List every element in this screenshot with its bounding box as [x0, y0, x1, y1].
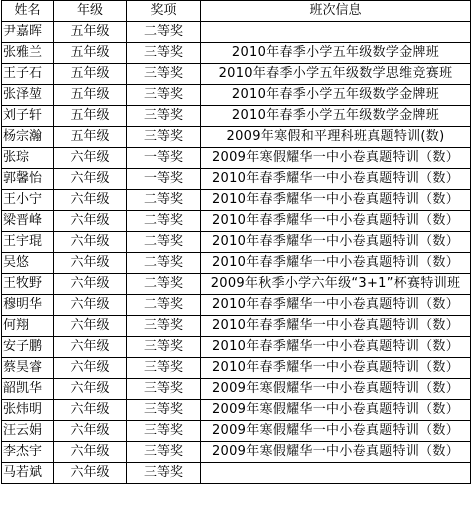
header-name: 姓名: [2, 1, 54, 22]
cell-class-info: 2010年春季耀华一中小卷真题特训（数）: [201, 190, 471, 211]
cell-class-info: 2010年春季耀华一中小卷真题特训（数）: [201, 295, 471, 316]
cell-class-info: 2009年寒假耀华一中小卷真题特训（数）: [201, 442, 471, 463]
cell-grade: 六年级: [54, 421, 127, 442]
cell-award: 三等奖: [127, 85, 201, 106]
cell-award: 二等奖: [127, 232, 201, 253]
cell-award: 二等奖: [127, 253, 201, 274]
cell-grade: 六年级: [54, 274, 127, 295]
cell-award: 二等奖: [127, 190, 201, 211]
cell-name: 何翔: [2, 316, 54, 337]
cell-award: 三等奖: [127, 358, 201, 379]
table-row: [2, 169, 471, 190]
cell-award: 三等奖: [127, 64, 201, 85]
cell-grade: 六年级: [54, 169, 127, 190]
cell-award: 二等奖: [127, 211, 201, 232]
table-row: [2, 85, 471, 106]
table-row: [2, 274, 471, 295]
cell-grade: 六年级: [54, 190, 127, 211]
cell-class-info: 2010年春季小学五年级数学金牌班: [201, 85, 471, 106]
table-row: [2, 22, 471, 43]
cell-grade: 六年级: [54, 337, 127, 358]
cell-name: 张泽堃: [2, 85, 54, 106]
cell-name: 刘子轩: [2, 106, 54, 127]
cell-name: 吴悠: [2, 253, 54, 274]
cell-name: 韶凯华: [2, 379, 54, 400]
cell-class-info: 2010年春季小学五年级数学金牌班: [201, 43, 471, 64]
header-award: 奖项: [127, 1, 201, 22]
cell-grade: 五年级: [54, 22, 127, 43]
cell-class-info: 2010年春季耀华一中小卷真题特训（数）: [201, 211, 471, 232]
cell-grade: 五年级: [54, 64, 127, 85]
table-row: [2, 463, 471, 484]
table-row: [2, 421, 471, 442]
table-row: [2, 232, 471, 253]
cell-award: 二等奖: [127, 295, 201, 316]
cell-award: 三等奖: [127, 379, 201, 400]
cell-award: 一等奖: [127, 169, 201, 190]
table-row: [2, 379, 471, 400]
table-row: [2, 316, 471, 337]
table-row: [2, 106, 471, 127]
cell-name: 汪云娟: [2, 421, 54, 442]
cell-grade: 六年级: [54, 400, 127, 421]
table-row: [2, 358, 471, 379]
cell-class-info: 2010年春季耀华一中小卷真题特训（数）: [201, 358, 471, 379]
cell-grade: 六年级: [54, 358, 127, 379]
cell-grade: 六年级: [54, 442, 127, 463]
table-row: [2, 295, 471, 316]
cell-class-info: [201, 463, 471, 484]
table-row: [2, 148, 471, 169]
cell-class-info: 2010年春季耀华一中小卷真题特训（数）: [201, 253, 471, 274]
cell-award: 二等奖: [127, 274, 201, 295]
cell-award: 三等奖: [127, 337, 201, 358]
table-row: [2, 400, 471, 421]
cell-award: 三等奖: [127, 127, 201, 148]
cell-grade: 六年级: [54, 232, 127, 253]
cell-award: 三等奖: [127, 43, 201, 64]
cell-name: 李杰宇: [2, 442, 54, 463]
cell-name: 梁晋峰: [2, 211, 54, 232]
cell-class-info: 2010年春季小学五年级数学思维竞赛班: [201, 64, 471, 85]
cell-grade: 六年级: [54, 463, 127, 484]
cell-grade: 五年级: [54, 43, 127, 64]
cell-award: 三等奖: [127, 442, 201, 463]
cell-award: 三等奖: [127, 463, 201, 484]
cell-award: 三等奖: [127, 106, 201, 127]
cell-name: 尹嘉晖: [2, 22, 54, 43]
cell-class-info: 2010年春季耀华一中小卷真题特训（数）: [201, 316, 471, 337]
cell-grade: 五年级: [54, 106, 127, 127]
cell-class-info: 2010年春季耀华一中小卷真题特训（数）: [201, 169, 471, 190]
cell-class-info: 2010年春季耀华一中小卷真题特训（数）: [201, 337, 471, 358]
header-class-info: 班次信息: [201, 1, 471, 22]
header-grade: 年级: [54, 1, 127, 22]
table-row: [2, 442, 471, 463]
cell-grade: 六年级: [54, 211, 127, 232]
cell-grade: 五年级: [54, 85, 127, 106]
cell-name: 杨宗瀚: [2, 127, 54, 148]
cell-grade: 六年级: [54, 379, 127, 400]
cell-name: 蔡昊睿: [2, 358, 54, 379]
cell-name: 穆明华: [2, 295, 54, 316]
cell-name: 王牧野: [2, 274, 54, 295]
table-row: [2, 337, 471, 358]
cell-grade: 六年级: [54, 148, 127, 169]
cell-class-info: 2009年寒假耀华一中小卷真题特训（数）: [201, 421, 471, 442]
cell-class-info: 2009年寒假耀华一中小卷真题特训（数）: [201, 148, 471, 169]
cell-award: 一等奖: [127, 148, 201, 169]
table-row: [2, 211, 471, 232]
cell-name: 王子石: [2, 64, 54, 85]
cell-class-info: 2010年春季小学五年级数学金牌班: [201, 106, 471, 127]
cell-class-info: 2009年寒假耀华一中小卷真题特训（数）: [201, 379, 471, 400]
table-header-row: [2, 1, 471, 22]
cell-name: 安子鹏: [2, 337, 54, 358]
table-row: [2, 253, 471, 274]
cell-class-info: 2009年秋季小学六年级“3+1”杯赛特训班: [201, 274, 471, 295]
cell-name: 张炜明: [2, 400, 54, 421]
table-row: [2, 127, 471, 148]
cell-name: 王小宁: [2, 190, 54, 211]
cell-name: 马若斌: [2, 463, 54, 484]
cell-name: 张雅兰: [2, 43, 54, 64]
cell-class-info: 2010年春季耀华一中小卷真题特训（数）: [201, 232, 471, 253]
cell-award: 二等奖: [127, 22, 201, 43]
cell-grade: 五年级: [54, 127, 127, 148]
cell-class-info: [201, 22, 471, 43]
cell-grade: 六年级: [54, 295, 127, 316]
cell-class-info: 2009年寒假耀华一中小卷真题特训（数）: [201, 400, 471, 421]
table-row: [2, 43, 471, 64]
cell-name: 张琮: [2, 148, 54, 169]
table-row: [2, 64, 471, 85]
cell-class-info: 2009年寒假和平理科班真题特训(数): [201, 127, 471, 148]
cell-grade: 六年级: [54, 316, 127, 337]
awards-table: [1, 0, 471, 484]
table-row: [2, 190, 471, 211]
cell-name: 王宇琨: [2, 232, 54, 253]
cell-award: 三等奖: [127, 421, 201, 442]
cell-name: 郭馨怡: [2, 169, 54, 190]
cell-grade: 六年级: [54, 253, 127, 274]
cell-award: 三等奖: [127, 316, 201, 337]
cell-award: 三等奖: [127, 400, 201, 421]
